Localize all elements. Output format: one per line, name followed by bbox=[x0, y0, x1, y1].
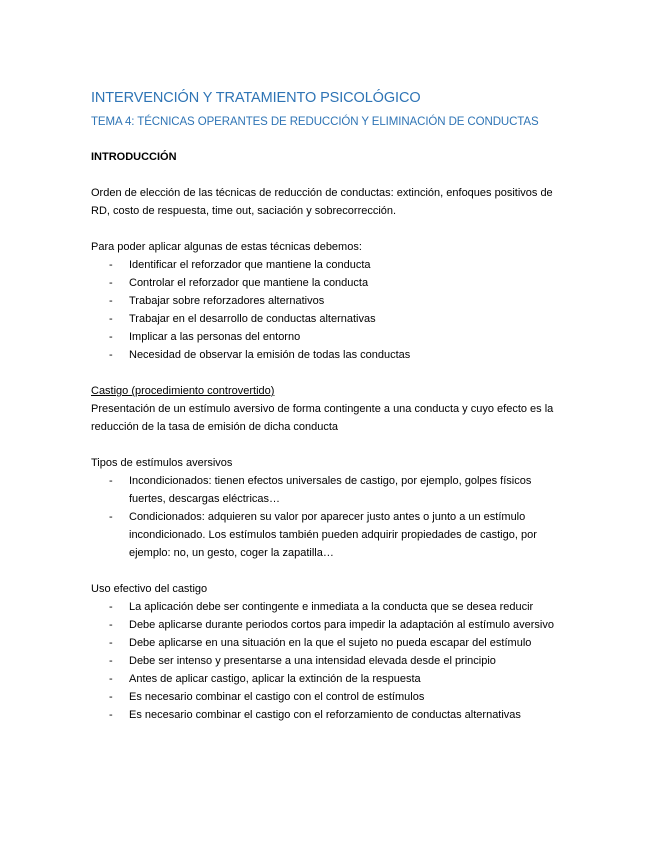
tipos-heading: Tipos de estímulos aversivos bbox=[91, 457, 233, 469]
bullet-dash: - bbox=[109, 475, 113, 487]
bullet-dash: - bbox=[109, 313, 113, 325]
list-item-text: Es necesario combinar el castigo con el reforzamiento de conductas alternativas bbox=[129, 709, 521, 721]
list-item bbox=[91, 346, 571, 364]
uso-heading: Uso efectivo del castigo bbox=[91, 583, 208, 595]
document-title: INTERVENCIÓN Y TRATAMIENTO PSICOLÓGICO bbox=[91, 90, 421, 106]
bullet-dash: - bbox=[109, 331, 113, 343]
list-item bbox=[91, 274, 571, 292]
list-item-text: Debe aplicarse en una situación en la que el sujeto no pueda escapar del estímulo bbox=[129, 637, 532, 649]
list-item bbox=[91, 706, 571, 724]
list-item-text: Necesidad de observar la emisión de todas las conductas bbox=[129, 349, 411, 361]
list-item-text: Es necesario combinar el castigo con el control de estímulos bbox=[129, 691, 425, 703]
bullet-dash: - bbox=[109, 655, 113, 667]
document-subtitle: TEMA 4: TÉCNICAS OPERANTES DE REDUCCIÓN Y ELIMINACIÓN DE CONDUCTAS bbox=[91, 116, 539, 128]
list-item bbox=[91, 256, 571, 274]
bullet-dash: - bbox=[109, 619, 113, 631]
tipos-list bbox=[91, 472, 571, 562]
bullet-dash: - bbox=[109, 259, 113, 271]
castigo-heading: Castigo (procedimiento controvertido) bbox=[91, 385, 275, 397]
list-item bbox=[91, 598, 571, 616]
list-item-text: Implicar a las personas del entorno bbox=[129, 331, 301, 343]
bullet-dash: - bbox=[109, 511, 113, 523]
apply-list bbox=[91, 256, 571, 364]
list-item bbox=[91, 616, 571, 634]
bullet-dash: - bbox=[109, 691, 113, 703]
apply-lead: Para poder aplicar algunas de estas técnicas debemos: bbox=[91, 241, 362, 253]
list-item-text: Debe aplicarse durante periodos cortos para impedir la adaptación al estímulo aversivo bbox=[129, 619, 554, 631]
uso-list bbox=[91, 598, 571, 724]
bullet-dash: - bbox=[109, 709, 113, 721]
intro-heading: INTRODUCCIÓN bbox=[91, 151, 177, 163]
list-item bbox=[91, 688, 571, 706]
list-item bbox=[91, 634, 571, 652]
list-item bbox=[91, 310, 571, 328]
list-item bbox=[91, 670, 571, 688]
list-item bbox=[91, 652, 571, 670]
bullet-dash: - bbox=[109, 673, 113, 685]
castigo-paragraph: Presentación de un estímulo aversivo de forma contingente a una conducta y cuyo efecto es la reducción de la tasa de emisión de dicha conducta bbox=[91, 403, 554, 433]
list-item-text: Antes de aplicar castigo, aplicar la extinción de la respuesta bbox=[129, 673, 421, 685]
intro-paragraph: Orden de elección de las técnicas de reducción de conductas: extinción, enfoques positivos de RD, costo de respuesta, time out, saciación y sobrecorrección. bbox=[91, 187, 553, 217]
list-item-text: Identificar el reforzador que mantiene la conducta bbox=[129, 259, 371, 271]
list-item bbox=[91, 472, 571, 508]
bullet-dash: - bbox=[109, 277, 113, 289]
bullet-dash: - bbox=[109, 601, 113, 613]
bullet-dash: - bbox=[109, 349, 113, 361]
bullet-dash: - bbox=[109, 637, 113, 649]
list-item-text: Trabajar sobre reforzadores alternativos bbox=[129, 295, 325, 307]
list-item-text: Condicionados: adquieren su valor por aparecer justo antes o junto a un estímulo incondicionado. Los estímulos también pueden adquirir propiedades de castigo, por ejemplo: no, un gesto, coger la zapatilla… bbox=[129, 511, 537, 559]
list-item-text: Trabajar en el desarrollo de conductas alternativas bbox=[129, 313, 376, 325]
list-item-text: Debe ser intenso y presentarse a una intensidad elevada desde el principio bbox=[129, 655, 496, 667]
list-item-text: Controlar el reforzador que mantiene la conducta bbox=[129, 277, 369, 289]
document-page bbox=[91, 88, 571, 724]
list-item bbox=[91, 292, 571, 310]
list-item-text: La aplicación debe ser contingente e inmediata a la conducta que se desea reducir bbox=[129, 601, 534, 613]
bullet-dash: - bbox=[109, 295, 113, 307]
list-item bbox=[91, 328, 571, 346]
list-item bbox=[91, 508, 571, 562]
list-item-text: Incondicionados: tienen efectos universales de castigo, por ejemplo, golpes físicos fuertes, descargas eléctricas… bbox=[129, 475, 532, 505]
